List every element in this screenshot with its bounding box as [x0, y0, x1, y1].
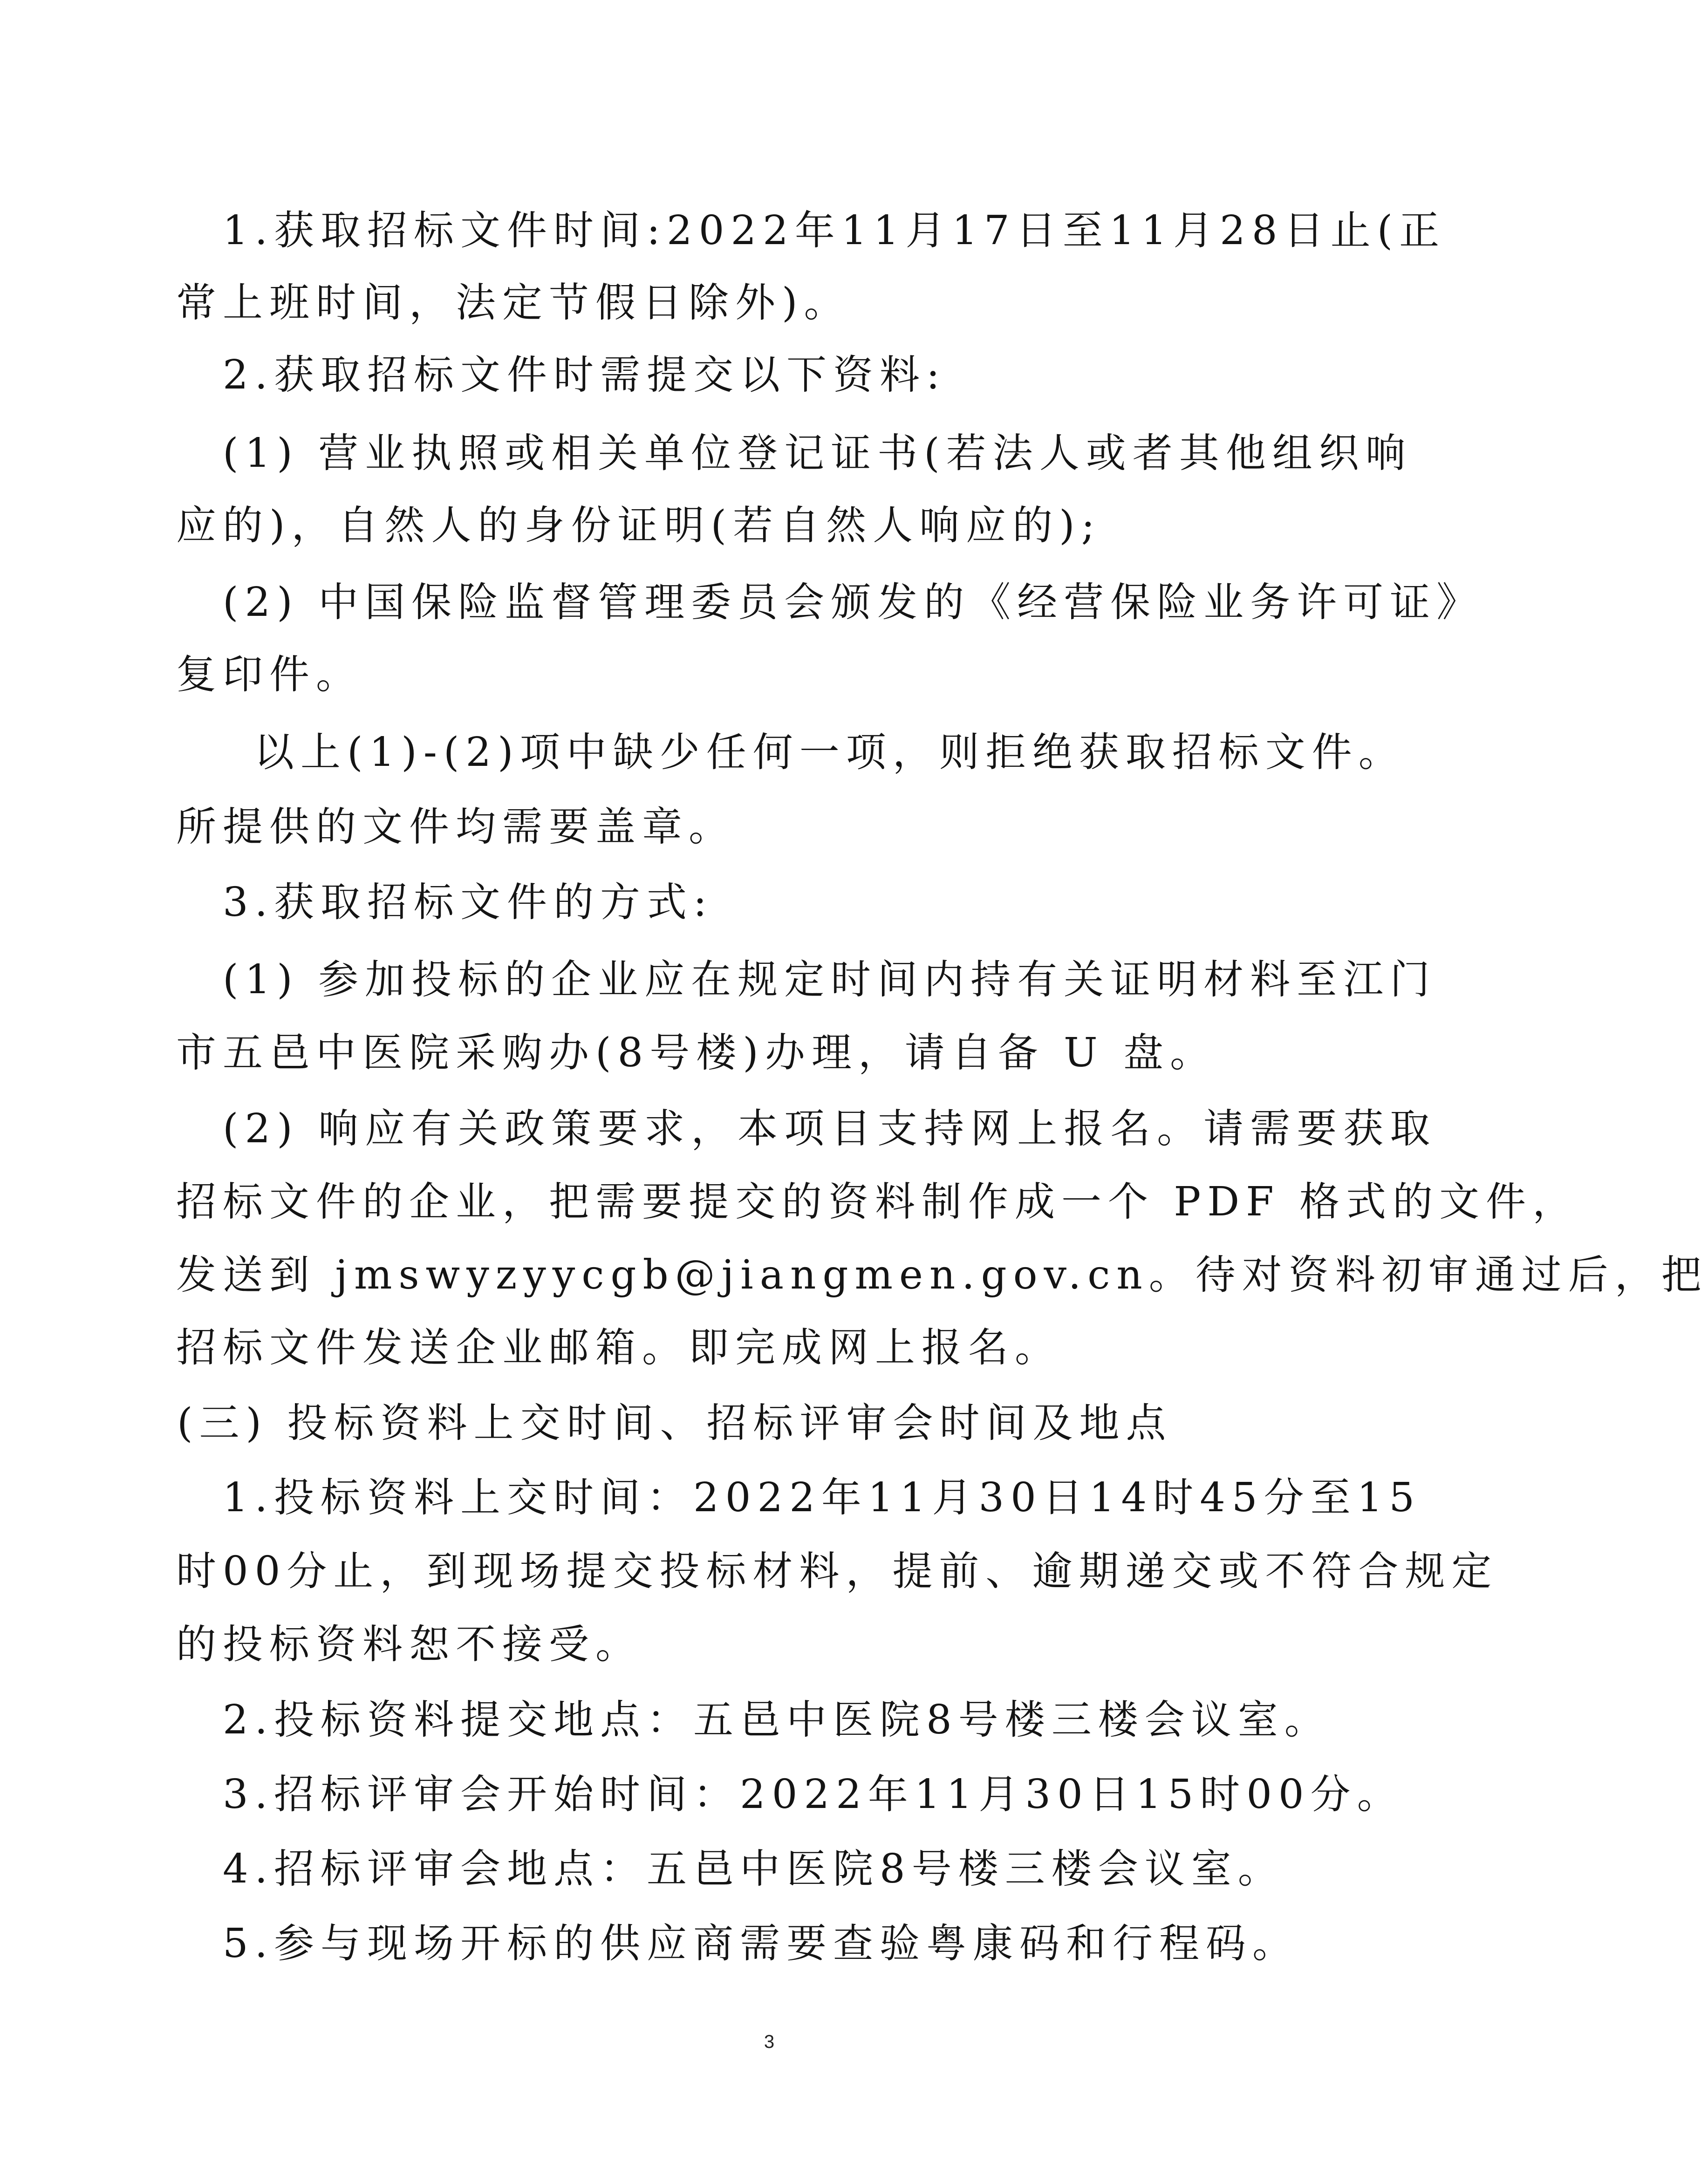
paragraph-line-18: 1.投标资料上交时间：2022年11月30日14时45分至15	[223, 1474, 1421, 1521]
paragraph-line-13: (2) 响应有关政策要求，本项目支持网上报名。请需要获取	[223, 1105, 1437, 1152]
paragraph-line-11: (1) 参加投标的企业应在规定时间内持有关证明材料至江门	[223, 956, 1437, 1003]
paragraph-line-15: 发送到 jmswyzyycgb@jiangmen.gov.cn。待对资料初审通过后，把	[176, 1252, 1708, 1298]
paragraph-line-19: 时00分止，到现场提交投标材料，提前、逾期递交或不符合规定	[176, 1548, 1498, 1595]
paragraph-line-2: 常上班时间，法定节假日除外)。	[176, 280, 851, 326]
paragraph-line-5: 应的)，自然人的身份证明(若自然人响应的);	[176, 502, 1101, 549]
paragraph-line-16: 招标文件发送企业邮箱。即完成网上报名。	[176, 1324, 1061, 1371]
paragraph-line-1: 1.获取招标文件时间:2022年11月17日至11月28日止(正	[223, 207, 1446, 254]
paragraph-line-6: (2) 中国保险监督管理委员会颁发的《经营保险业务许可证》	[223, 579, 1483, 626]
paragraph-line-24: 5.参与现场开标的供应商需要查验粤康码和行程码。	[223, 1920, 1299, 1967]
paragraph-line-3: 2.获取招标文件时需提交以下资料:	[223, 352, 947, 398]
section-heading: (三) 投标资料上交时间、招标评审会时间及地点	[177, 1400, 1173, 1446]
paragraph-line-14: 招标文件的企业，把需要提交的资料制作成一个 PDF 格式的文件，	[176, 1179, 1579, 1225]
paragraph-line-10: 3.获取招标文件的方式:	[223, 879, 714, 926]
paragraph-line-23: 4.招标评审会地点：五邑中医院8号楼三楼会议室。	[223, 1846, 1284, 1892]
paragraph-line-7: 复印件。	[176, 651, 362, 698]
paragraph-line-20: 的投标资料恕不接受。	[176, 1621, 642, 1668]
paragraph-line-8: 以上(1)-(2)项中缺少任何一项，则拒绝获取招标文件。	[254, 729, 1405, 776]
paragraph-line-4: (1) 营业执照或相关单位登记证书(若法人或者其他组织响	[223, 430, 1412, 477]
paragraph-line-22: 3.招标评审会开始时间：2022年11月30日15时00分。	[223, 1771, 1404, 1818]
paragraph-line-12: 市五邑中医院采购办(8号楼)办理，请自备 U 盘。	[176, 1030, 1216, 1076]
page-number: 3	[764, 2032, 775, 2052]
paragraph-line-21: 2.投标资料提交地点：五邑中医院8号楼三楼会议室。	[223, 1697, 1331, 1743]
paragraph-line-9: 所提供的文件均需要盖章。	[176, 804, 735, 850]
